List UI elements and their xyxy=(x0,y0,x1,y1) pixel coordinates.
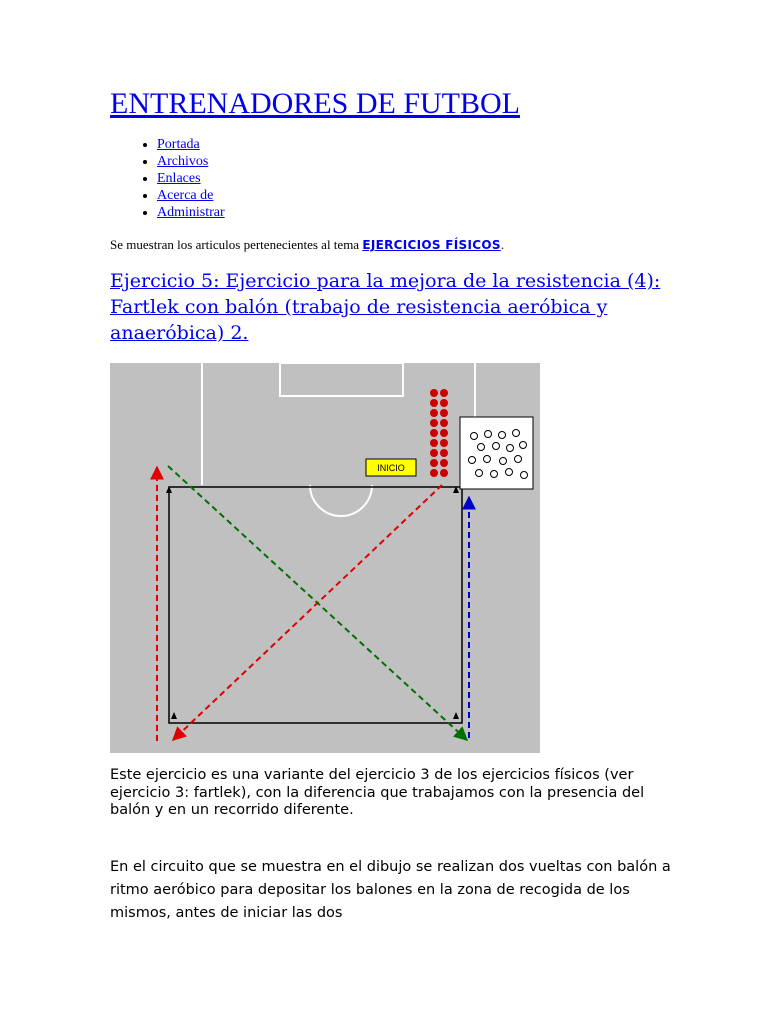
nav-link-administrar[interactable]: Administrar xyxy=(157,205,225,220)
paragraph: Este ejercicio es una variante del ejercicio 3 de los ejercicios físicos (ver ejercicio 3: fartlek), con la diferencia que trabajamos con la presencia del balón y en un recorrido diferente. xyxy=(110,767,645,818)
nav-item xyxy=(157,136,225,153)
site-title-link[interactable]: ENTRENADORES DE FUTBOL xyxy=(110,87,520,120)
exercise-diagram xyxy=(110,363,540,753)
nav-menu xyxy=(110,136,225,221)
nav-link-archivos[interactable]: Archivos xyxy=(157,154,209,169)
nav-item xyxy=(157,187,225,204)
tag-link[interactable]: EJERCICIOS FÍSICOS xyxy=(362,238,501,252)
tag-line xyxy=(110,236,504,254)
nav-link-portada[interactable]: Portada xyxy=(157,137,200,152)
nav-item xyxy=(157,153,225,170)
tag-line-suffix: . xyxy=(500,237,505,252)
ball-zone xyxy=(460,417,533,489)
tag-line-prefix: Se muestran los articulos pertenecientes al tema xyxy=(110,237,363,252)
article-title-link[interactable]: Ejercicio 5: Ejercicio para la mejora de la resistencia (4): Fartlek con balón (trabajo de resistencia aeróbica y anaeróbica) 2. xyxy=(110,270,661,344)
site-title[interactable] xyxy=(110,84,520,124)
nav-item xyxy=(157,170,225,187)
nav-link-enlaces[interactable]: Enlaces xyxy=(157,171,201,186)
nav-item xyxy=(157,204,225,221)
article-title[interactable] xyxy=(110,268,670,346)
start-label: INICIO xyxy=(377,463,405,473)
paragraph: En el circuito que se muestra en el dibujo se realizan dos vueltas con balón a ritmo aeróbico para depositar los balones en la zona de recogida de los mismos, antes de iniciar las dos xyxy=(110,859,671,921)
nav-link-acerca-de[interactable]: Acerca de xyxy=(157,188,214,203)
